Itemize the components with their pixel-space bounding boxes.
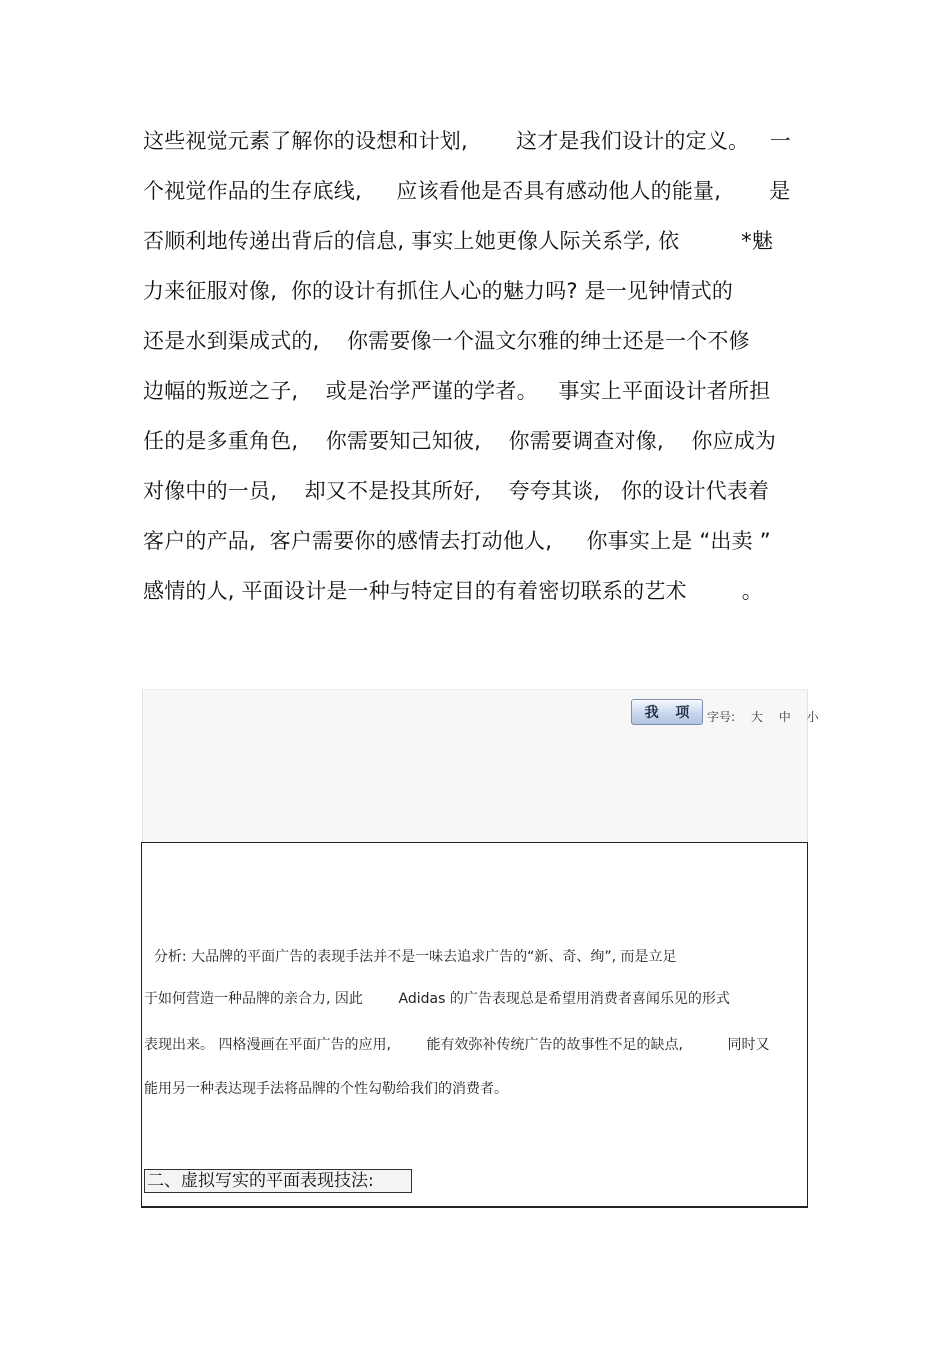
font-size-selector — [707, 709, 819, 725]
analysis-line: 于如何营造一种品牌的亲合力, 因此 Adidas 的广告表现总是希望用消费者喜闻乐见的形式 — [144, 991, 730, 1007]
font-size-large-option[interactable]: 大 — [750, 710, 763, 724]
analysis-box — [141, 842, 808, 1208]
article-line: 任的是多重角色, 你需要知己知彼, 你需要调查对像, 你应成为 — [143, 429, 777, 453]
article-line: 客户的产品, 客户需要你的感情去打动他人, 你事实上是 “出卖 ” — [143, 529, 771, 553]
article-line: 这些视觉元素了解你的设想和计划, 这才是我们设计的定义。 一 — [143, 129, 792, 153]
analysis-line: 能用另一种表达现手法将品牌的个性勾勒给我们的消费者。 — [144, 1081, 508, 1097]
section-heading: 二、虚拟写实的平面表现技法: — [144, 1169, 412, 1193]
article-line: 力来征服对像, 你的设计有抓住人心的魅力吗? 是一见钟情式的 — [143, 279, 734, 303]
analysis-line: 分析: 大品牌的平面广告的表现手法并不是一味去追求广告的“新、奇、绚”, 而是立足 — [145, 949, 677, 965]
font-size-small-option[interactable]: 小 — [806, 710, 819, 724]
article-line: 还是水到渠成式的, 你需要像一个温文尔雅的绅士还是一个不修 — [143, 329, 750, 353]
article-line: 感情的人, 平面设计是一种与特定目的有着密切联系的艺术 。 — [143, 579, 763, 603]
article-line: 对像中的一员, 却又不是投其所好, 夸夸其谈, 你的设计代表着 — [143, 479, 770, 503]
font-size-medium-option[interactable]: 中 — [778, 710, 791, 724]
article-line: 否顺利地传递出背后的信息, 事实上她更像人际关系学, 依 *魅 — [143, 229, 774, 253]
toolbar-panel — [142, 689, 819, 843]
analysis-line: 表现出来。 四格漫画在平面广告的应用, 能有效弥补传统广告的故事性不足的缺点, 同时又 — [144, 1037, 770, 1053]
article-line: 个视觉作品的生存底线, 应该看他是否具有感动他人的能量, 是 — [143, 179, 791, 203]
font-size-label: 字号: — [707, 710, 736, 724]
home-button[interactable]: 我 项 — [631, 699, 703, 725]
article-line: 边幅的叛逆之子, 或是治学严谨的学者。 事实上平面设计者所担 — [143, 379, 771, 403]
